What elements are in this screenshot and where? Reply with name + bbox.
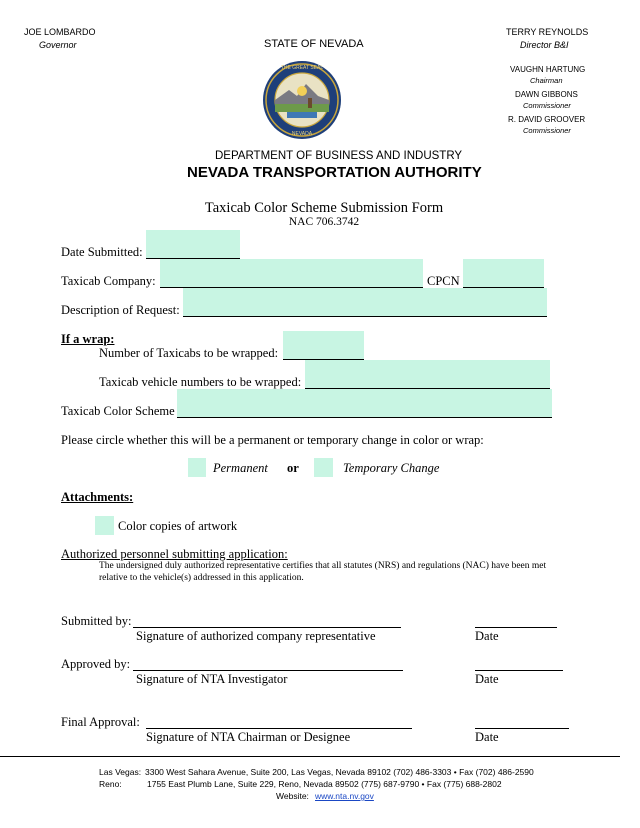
final-date-label: Date bbox=[475, 730, 499, 744]
temporary-label: Temporary Change bbox=[343, 461, 440, 475]
description-underline bbox=[183, 316, 547, 317]
submitted-date-label: Date bbox=[475, 629, 499, 643]
authority-name: NEVADA TRANSPORTATION AUTHORITY bbox=[187, 164, 482, 181]
permanent-checkbox[interactable] bbox=[188, 458, 206, 477]
director-name: TERRY REYNOLDS bbox=[506, 27, 589, 37]
submitted-signature-label: Signature of authorized company representative bbox=[136, 629, 376, 643]
form-title: Taxicab Color Scheme Submission Form bbox=[204, 200, 444, 216]
lv-address: 3300 West Sahara Avenue, Suite 200, Las Vegas, Nevada 89102 (702) 486-3303 • Fax (702) 486-2590 bbox=[145, 767, 534, 777]
svg-text:NEVADA: NEVADA bbox=[291, 131, 313, 137]
description-label: Description of Request: bbox=[61, 303, 180, 317]
svg-text:THE GREAT SEAL: THE GREAT SEAL bbox=[280, 65, 324, 71]
official-title-1: Chairman bbox=[530, 76, 563, 85]
official-name-2: DAWN GIBBONS bbox=[515, 90, 578, 99]
submitted-date-line[interactable] bbox=[475, 627, 557, 628]
color-copies-label: Color copies of artwork bbox=[118, 519, 238, 533]
vehicle-numbers-field[interactable] bbox=[305, 360, 550, 388]
cpcn-label: CPCN bbox=[427, 274, 460, 288]
attachments-heading: Attachments: bbox=[61, 490, 134, 504]
permanent-label: Permanent bbox=[213, 461, 268, 475]
or-label: or bbox=[287, 461, 299, 475]
final-approval-label: Final Approval: bbox=[61, 715, 140, 729]
color-scheme-field[interactable] bbox=[177, 389, 552, 417]
reno-label: Reno: bbox=[99, 779, 122, 789]
submitted-signature-line[interactable] bbox=[133, 627, 401, 628]
final-signature-label: Signature of NTA Chairman or Designee bbox=[146, 730, 351, 744]
approved-by-label: Approved by: bbox=[61, 657, 131, 671]
vehicle-numbers-label: Taxicab vehicle numbers to be wrapped: bbox=[99, 375, 302, 389]
state-name: STATE OF NEVADA bbox=[264, 38, 364, 50]
approved-date-line[interactable] bbox=[475, 670, 563, 671]
director-title: Director B&I bbox=[520, 40, 569, 50]
governor-title: Governor bbox=[39, 40, 77, 50]
num-taxicabs-label: Number of Taxicabs to be wrapped: bbox=[99, 346, 279, 360]
website-link[interactable]: www.nta.nv.gov bbox=[315, 791, 374, 801]
official-name-3: R. DAVID GROOVER bbox=[508, 115, 586, 124]
official-name-1: VAUGHN HARTUNG bbox=[510, 65, 586, 74]
authorized-heading: Authorized personnel submitting application: bbox=[61, 547, 288, 561]
approved-signature-label: Signature of NTA Investigator bbox=[136, 672, 288, 686]
certification-line-1: The undersigned duly authorized representative certifies that all statutes (NRS) and regulations (NAC) have been met bbox=[99, 561, 547, 571]
date-submitted-field[interactable] bbox=[146, 230, 240, 258]
footer-divider bbox=[0, 756, 620, 757]
taxicab-company-field[interactable] bbox=[160, 259, 423, 287]
certification-line-2: relative to the vehicle(s) addressed in this application. bbox=[99, 573, 304, 583]
submitted-by-label: Submitted by: bbox=[61, 614, 132, 628]
cpcn-field[interactable] bbox=[463, 259, 544, 287]
num-taxicabs-field[interactable] bbox=[283, 331, 364, 359]
state-seal-icon bbox=[262, 60, 342, 140]
color-copies-checkbox[interactable] bbox=[95, 516, 114, 535]
wrap-heading: If a wrap: bbox=[61, 332, 115, 346]
reno-address: 1755 East Plumb Lane, Suite 229, Reno, Nevada 89502 (775) 687-9790 • Fax (775) 688-2802 bbox=[147, 779, 502, 789]
taxicab-company-label: Taxicab Company: bbox=[61, 274, 156, 288]
governor-name: JOE LOMBARDO bbox=[24, 27, 96, 37]
date-submitted-label: Date Submitted: bbox=[61, 245, 143, 259]
approved-signature-line[interactable] bbox=[133, 670, 403, 671]
official-title-2: Commissioner bbox=[523, 101, 571, 110]
approved-date-label: Date bbox=[475, 672, 499, 686]
color-scheme-label: Taxicab Color Scheme bbox=[61, 404, 175, 418]
color-scheme-underline bbox=[177, 417, 552, 418]
department-name: DEPARTMENT OF BUSINESS AND INDUSTRY bbox=[215, 150, 463, 162]
form-code: NAC 706.3742 bbox=[288, 216, 360, 228]
temporary-checkbox[interactable] bbox=[314, 458, 333, 477]
final-date-line[interactable] bbox=[475, 728, 569, 729]
circle-instruction: Please circle whether this will be a permanent or temporary change in color or wrap: bbox=[61, 433, 484, 447]
lv-label: Las Vegas: bbox=[99, 767, 142, 777]
website-label: Website: bbox=[276, 791, 309, 801]
final-signature-line[interactable] bbox=[146, 728, 412, 729]
official-title-3: Commissioner bbox=[523, 126, 571, 135]
description-field[interactable] bbox=[183, 288, 547, 316]
